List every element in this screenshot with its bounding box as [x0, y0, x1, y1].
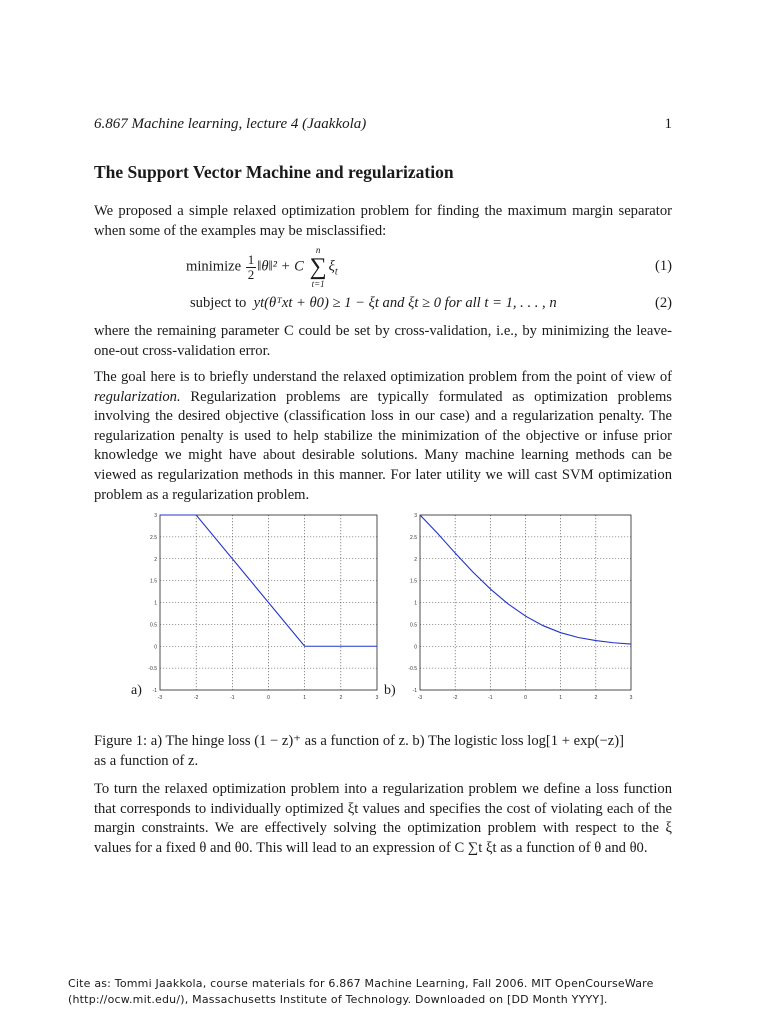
- x-tick-label: 2: [594, 695, 598, 701]
- goal-text-2: Regularization problems are typically formulated as optimization problems involving the desired objective (classification loss in our case) and a regularization penalty. The regularization penalty is used to help stabilize the minimization of the objective or infuse prior knowledge we might have about desirable solutions. Many machine learning methods can be viewed as regularization methods in this manner. For later utility we will cast SVM optimization problem as a regularization problem.: [94, 388, 672, 503]
- after-equation-paragraph: where the remaining parameter C could be set by cross-validation, i.e., by minimizing the leave-one-out cross-validation error.: [94, 323, 672, 359]
- x-tick-label: 3: [629, 695, 633, 701]
- y-tick-label: 0: [414, 644, 417, 651]
- series-line: [420, 515, 631, 644]
- equation-1-number: (1): [654, 258, 672, 274]
- figure-label-b: b): [384, 683, 396, 698]
- eq2-constraint: yt(θᵀxt + θ0) ≥ 1 − ξt and ξt ≥ 0 for all t = 1, . . . , n: [253, 295, 557, 311]
- eq1-body: ‖θ‖² + C: [257, 258, 304, 275]
- x-tick-label: -2: [452, 695, 458, 701]
- y-tick-label: 2: [414, 556, 417, 563]
- y-tick-label: -0.5: [148, 666, 157, 673]
- running-header: [94, 116, 672, 133]
- y-tick-label: 3: [154, 513, 157, 519]
- eq2-word: subject to: [190, 295, 247, 311]
- eq1-sum-upper: n: [315, 245, 321, 255]
- eq1-frac-num: 1: [247, 251, 255, 267]
- y-tick-label: 1: [414, 600, 417, 607]
- y-tick-label: 1.5: [410, 578, 417, 585]
- footer-line-1: Cite as: Tommi Jaakkola, course materials for 6.867 Machine Learning, Fall 2006. MIT OpenCourseWare: [68, 977, 654, 990]
- y-tick-label: -1: [412, 688, 417, 694]
- y-tick-label: 2: [154, 556, 157, 563]
- y-tick-label: 1.5: [150, 578, 157, 585]
- equation-1: [186, 244, 338, 290]
- y-tick-label: 1: [154, 600, 157, 607]
- section-title: The Support Vector Machine and regularization: [94, 162, 454, 182]
- y-tick-label: -0.5: [408, 666, 417, 673]
- logistic-loss-plot: [400, 508, 636, 704]
- figure-label-a: a): [131, 683, 142, 698]
- caption-line-1: Figure 1: a) The hinge loss (1 − z)⁺ as a function of z. b) The logistic loss log[1 + exp(−z)]: [94, 733, 624, 749]
- citation-footer: [68, 976, 708, 1008]
- x-tick-label: -3: [417, 695, 423, 701]
- y-tick-label: 0.5: [150, 622, 157, 629]
- figure-caption: [94, 732, 672, 771]
- x-tick-label: 0: [267, 695, 270, 701]
- eq1-summand: ξ: [328, 258, 335, 275]
- x-tick-label: 0: [524, 695, 527, 701]
- x-tick-label: 1: [559, 695, 563, 701]
- eq1-frac-den: 2: [247, 266, 255, 282]
- intro-paragraph: We proposed a simple relaxed optimization problem for finding the maximum margin separator when some of the examples may be misclassified:: [94, 203, 672, 239]
- page-number: 1: [664, 116, 672, 132]
- eq1-word: minimize: [186, 258, 242, 275]
- x-tick-label: -2: [193, 695, 199, 701]
- eq1-fraction: [246, 253, 257, 282]
- goal-paragraph: [94, 368, 672, 505]
- y-tick-label: 0.5: [410, 622, 417, 629]
- eq1-summand-sub: t: [334, 266, 338, 278]
- y-tick-label: -1: [152, 688, 157, 694]
- y-tick-label: 2.5: [150, 534, 157, 541]
- y-tick-label: 0: [154, 644, 157, 651]
- x-tick-label: 2: [339, 695, 343, 701]
- sigma-symbol: ∑: [309, 254, 327, 280]
- x-tick-label: -3: [157, 695, 163, 701]
- goal-emphasis: regularization.: [94, 388, 181, 405]
- loss-paragraph: To turn the relaxed optimization problem into a regularization problem we define a loss function that corresponds to individually optimized ξt values and specifies the cost of violating each of the margin constraints. We are effectively solving the optimization problem with respect to the ξ values for a fixed θ and θ0. This will lead to an expression of C ∑t ξt as a function of θ and θ0.: [94, 781, 672, 856]
- caption-line-2: as a function of z.: [94, 752, 199, 769]
- equation-2: [190, 295, 557, 312]
- hinge-loss-plot: [140, 508, 382, 704]
- running-title: 6.867 Machine learning, lecture 4 (Jaakkola): [94, 116, 367, 132]
- goal-text-1: The goal here is to briefly understand the relaxed optimization problem from the point of view of: [94, 369, 672, 385]
- eq1-sum: [310, 244, 327, 290]
- x-tick-label: -1: [488, 695, 493, 701]
- equation-2-number: (2): [654, 295, 672, 311]
- eq1-sum-lower: t=1: [311, 279, 325, 289]
- x-tick-label: 3: [375, 695, 379, 701]
- x-tick-label: -1: [230, 695, 235, 701]
- y-tick-label: 2.5: [410, 534, 417, 541]
- x-tick-label: 1: [303, 695, 307, 701]
- footer-line-2: (http://ocw.mit.edu/), Massachusetts Institute of Technology. Downloaded on [DD Month YYYY].: [68, 993, 608, 1006]
- y-tick-label: 3: [414, 513, 417, 519]
